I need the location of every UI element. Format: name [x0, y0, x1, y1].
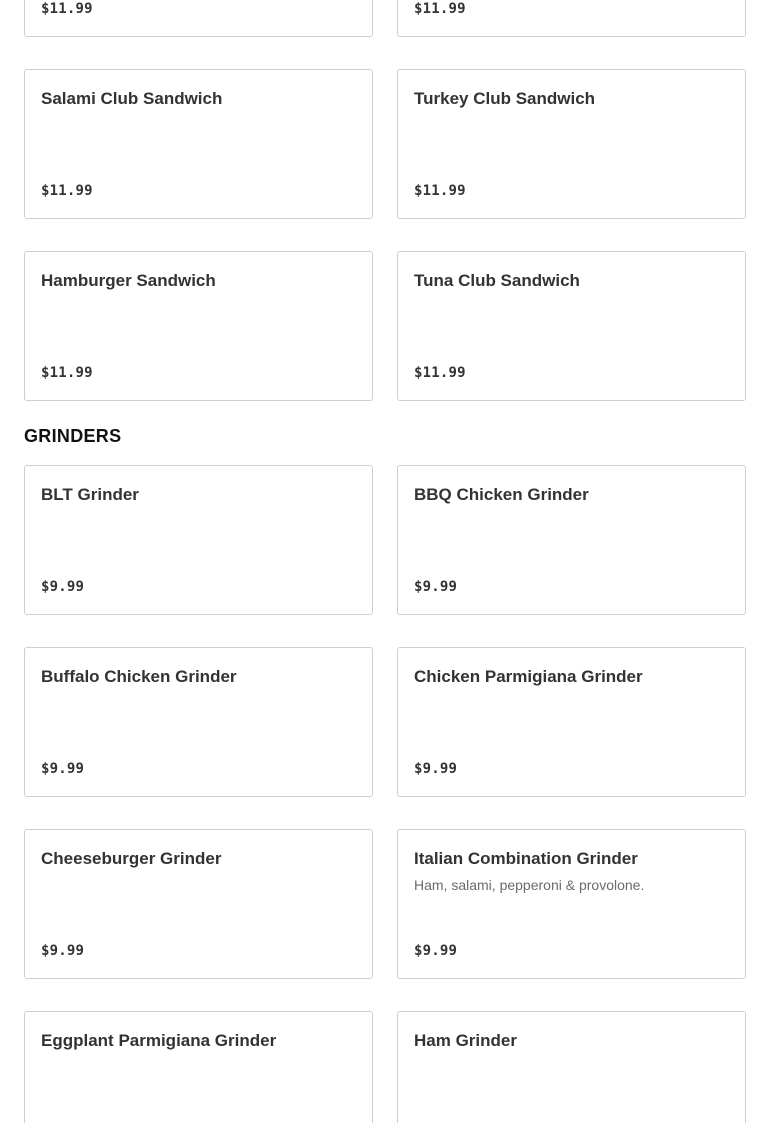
menu-item-price: $9.99	[414, 761, 458, 777]
menu-item-price: $9.99	[414, 943, 458, 959]
menu-item-price: $11.99	[41, 1, 93, 17]
menu-item-name: Cheeseburger Grinder	[41, 849, 222, 868]
menu-item-price: $9.99	[41, 579, 85, 595]
menu-item-card[interactable]	[24, 0, 373, 37]
menu-item-price: $9.99	[41, 943, 85, 959]
menu-item-card[interactable]	[397, 69, 746, 219]
menu-item-name: Ham Grinder	[414, 1031, 517, 1050]
menu-item-card[interactable]	[397, 0, 746, 37]
menu-item-name: Tuna Club Sandwich	[414, 271, 580, 290]
menu-item-price: $11.99	[41, 365, 93, 381]
menu-item-price: $11.99	[414, 183, 466, 199]
menu-item-name: Salami Club Sandwich	[41, 89, 223, 108]
menu-item-name: Chicken Parmigiana Grinder	[414, 667, 643, 686]
menu-item-name: Eggplant Parmigiana Grinder	[41, 1031, 277, 1050]
menu-item-price: $11.99	[414, 365, 466, 381]
menu-item-name: Buffalo Chicken Grinder	[41, 667, 237, 686]
menu-item-card[interactable]	[397, 465, 746, 615]
menu-item-price: $11.99	[414, 1, 466, 17]
menu-item-card[interactable]	[397, 829, 746, 979]
menu-item-name: BLT Grinder	[41, 485, 139, 504]
menu-item-card[interactable]	[24, 647, 373, 797]
menu-item-card[interactable]	[24, 1011, 373, 1123]
menu-item-card[interactable]	[24, 69, 373, 219]
menu-item-name: Hamburger Sandwich	[41, 271, 216, 290]
menu-item-card[interactable]	[397, 647, 746, 797]
menu-item-price: $9.99	[41, 761, 85, 777]
menu-item-name: Turkey Club Sandwich	[414, 89, 596, 108]
section-heading-grinders: GRINDERS	[24, 426, 122, 446]
menu-item-name: BBQ Chicken Grinder	[414, 485, 589, 504]
menu-item-card[interactable]	[24, 829, 373, 979]
menu-item-card[interactable]	[397, 251, 746, 401]
menu-item-card[interactable]	[397, 1011, 746, 1123]
menu-item-description: Ham, salami, pepperoni & provolone.	[414, 877, 645, 893]
menu-item-price: $11.99	[41, 183, 93, 199]
menu-item-name: Italian Combination Grinder	[414, 849, 638, 868]
menu-item-price: $9.99	[414, 579, 458, 595]
menu-item-card[interactable]	[24, 465, 373, 615]
menu-item-card[interactable]	[24, 251, 373, 401]
